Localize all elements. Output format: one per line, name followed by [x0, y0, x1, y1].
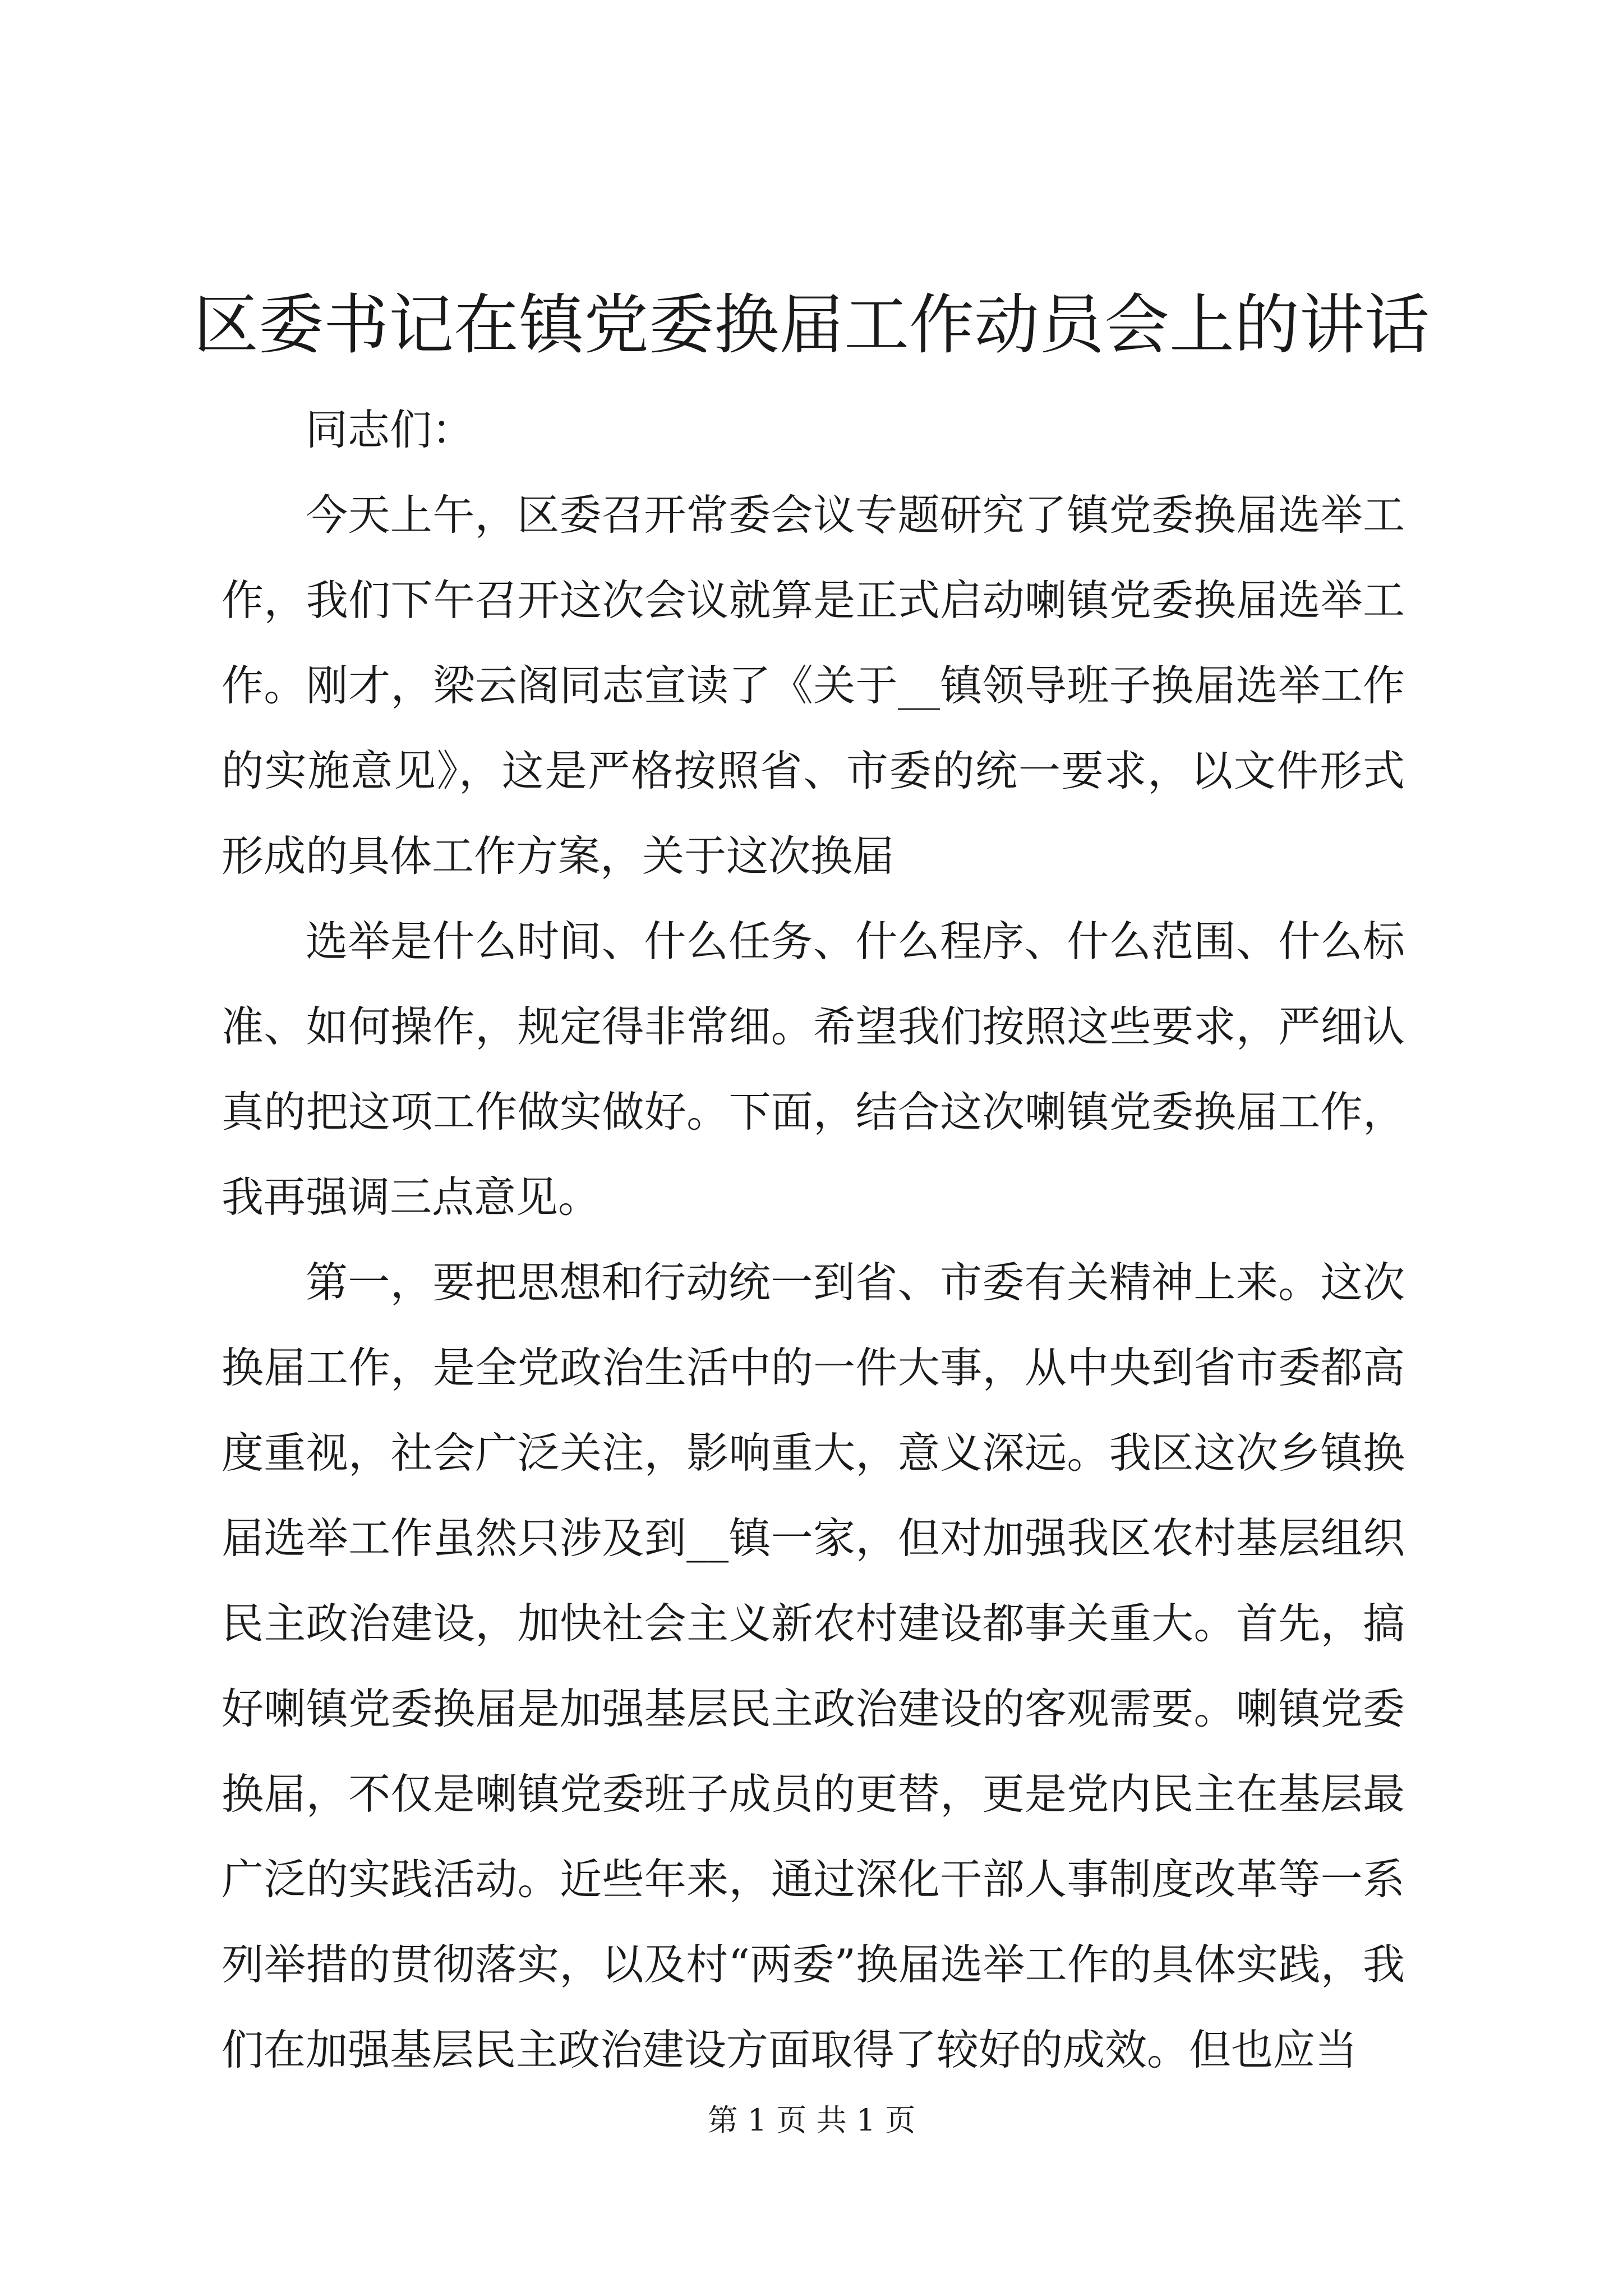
paragraph-salutation: 同志们：: [306, 405, 474, 454]
paragraph-2: 选举是什么时间、什么任务、什么程序、什么范围、什么标准、如何操作，规定得非常细。希望我们按照这些要求，严细认真的把这项工作做实做好。下面，结合这次喇镇党委换届工作，我再强调三点意见。: [222, 917, 1405, 1222]
paragraph-3: 第一，要把思想和行动统一到省、市委有关精神上来。这次换届工作，是全党政治生活中的一件大事，从中央到省市委都高度重视，社会广泛关注，影响重大，意义深远。我区这次乡镇换届选举工作虽然只涉及到__镇一家，但对加强我区农村基层组织民主政治建设，加快社会主义新农村建设都事关重大。首先，搞好喇镇党委换届是加强基层民主政治建设的客观需要。喇镇党委换届，不仅是喇镇党委班子成员的更替，更是党内民主在基层最广泛的实践活动。近些年来，通过深化干部人事制度改革等一系列举措的贯彻落实，以及村“两委”换届选举工作的具体实践，我们在加强基层民主政治建设方面取得了较好的成效。但也应当: [222, 1258, 1405, 2074]
document-title: 区委书记在镇党委换届工作动员会上的讲话: [193, 287, 1430, 363]
document-body: [222, 387, 1405, 2092]
page-footer: 第 1 页 共 1 页: [707, 2102, 916, 2138]
paragraph-1: 今天上午，区委召开常委会议专题研究了镇党委换届选举工作，我们下午召开这次会议就算是正式启动喇镇党委换届选举工作。刚才，梁云阁同志宣读了《关于__镇领导班子换届选举工作的实施意见》，这是严格按照省、市委的统一要求，以文件形式形成的具体工作方案，关于这次换届: [222, 490, 1405, 881]
